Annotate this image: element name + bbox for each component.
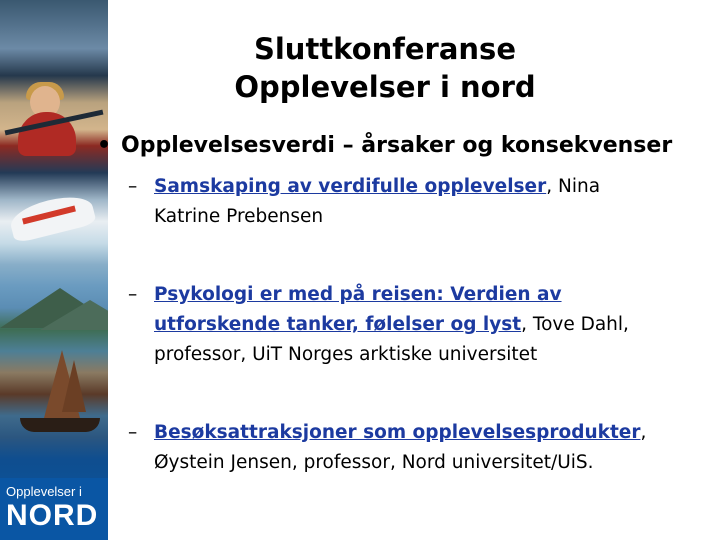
sub-item-2-author-start: , Tove Dahl,	[521, 314, 629, 335]
logo-main-text: NORD	[6, 499, 99, 532]
title-line-1: Sluttkonferanse	[253, 32, 516, 66]
sub-item-1	[128, 172, 698, 232]
sub-item-3	[128, 418, 698, 478]
dash-marker: –	[128, 176, 138, 197]
sub-item-1-line-1	[128, 172, 698, 202]
dash-marker: –	[128, 284, 138, 305]
bullet-marker: •	[97, 133, 112, 158]
sub-item-1-author-start: , Nina	[546, 176, 601, 197]
logo-top-text: Opplevelser i	[6, 484, 82, 499]
link-samskaping[interactable]: Samskaping av verdifulle opplevelser	[154, 176, 547, 197]
sub-item-2-line-1	[128, 280, 698, 310]
link-psykologi-part-2[interactable]: utforskende tanker, følelser og lyst	[154, 314, 522, 335]
sub-item-3-line-2: Øystein Jensen, professor, Nord universitet/UiS.	[154, 452, 594, 473]
mountain-shape-2	[40, 300, 108, 330]
sub-item-3-author-start: ,	[640, 422, 647, 443]
main-bullet	[97, 133, 707, 158]
slide-title	[180, 30, 590, 106]
sub-item-2-line-2	[128, 310, 698, 340]
link-psykologi-part-1[interactable]: Psykologi er med på reisen: Verdien av	[154, 284, 562, 305]
sub-item-1-line-2: Katrine Prebensen	[154, 206, 324, 227]
dash-marker: –	[128, 422, 138, 443]
photo-sidebar	[0, 0, 108, 540]
viking-boat-hull	[20, 418, 100, 432]
boat-sail-2	[62, 360, 86, 412]
link-besoksattraksjoner[interactable]: Besøksattraksjoner som opplevelsesprodukter	[154, 422, 641, 443]
main-bullet-text: Opplevelsesverdi – årsaker og konsekvenser	[121, 133, 673, 158]
opplevelser-i-nord-logo	[0, 478, 108, 540]
sub-item-2	[128, 280, 698, 370]
title-line-2: Opplevelser i nord	[234, 70, 536, 104]
sub-item-3-line-1	[128, 418, 698, 448]
sub-item-2-line-3: professor, UiT Norges arktiske universitet	[154, 344, 538, 365]
